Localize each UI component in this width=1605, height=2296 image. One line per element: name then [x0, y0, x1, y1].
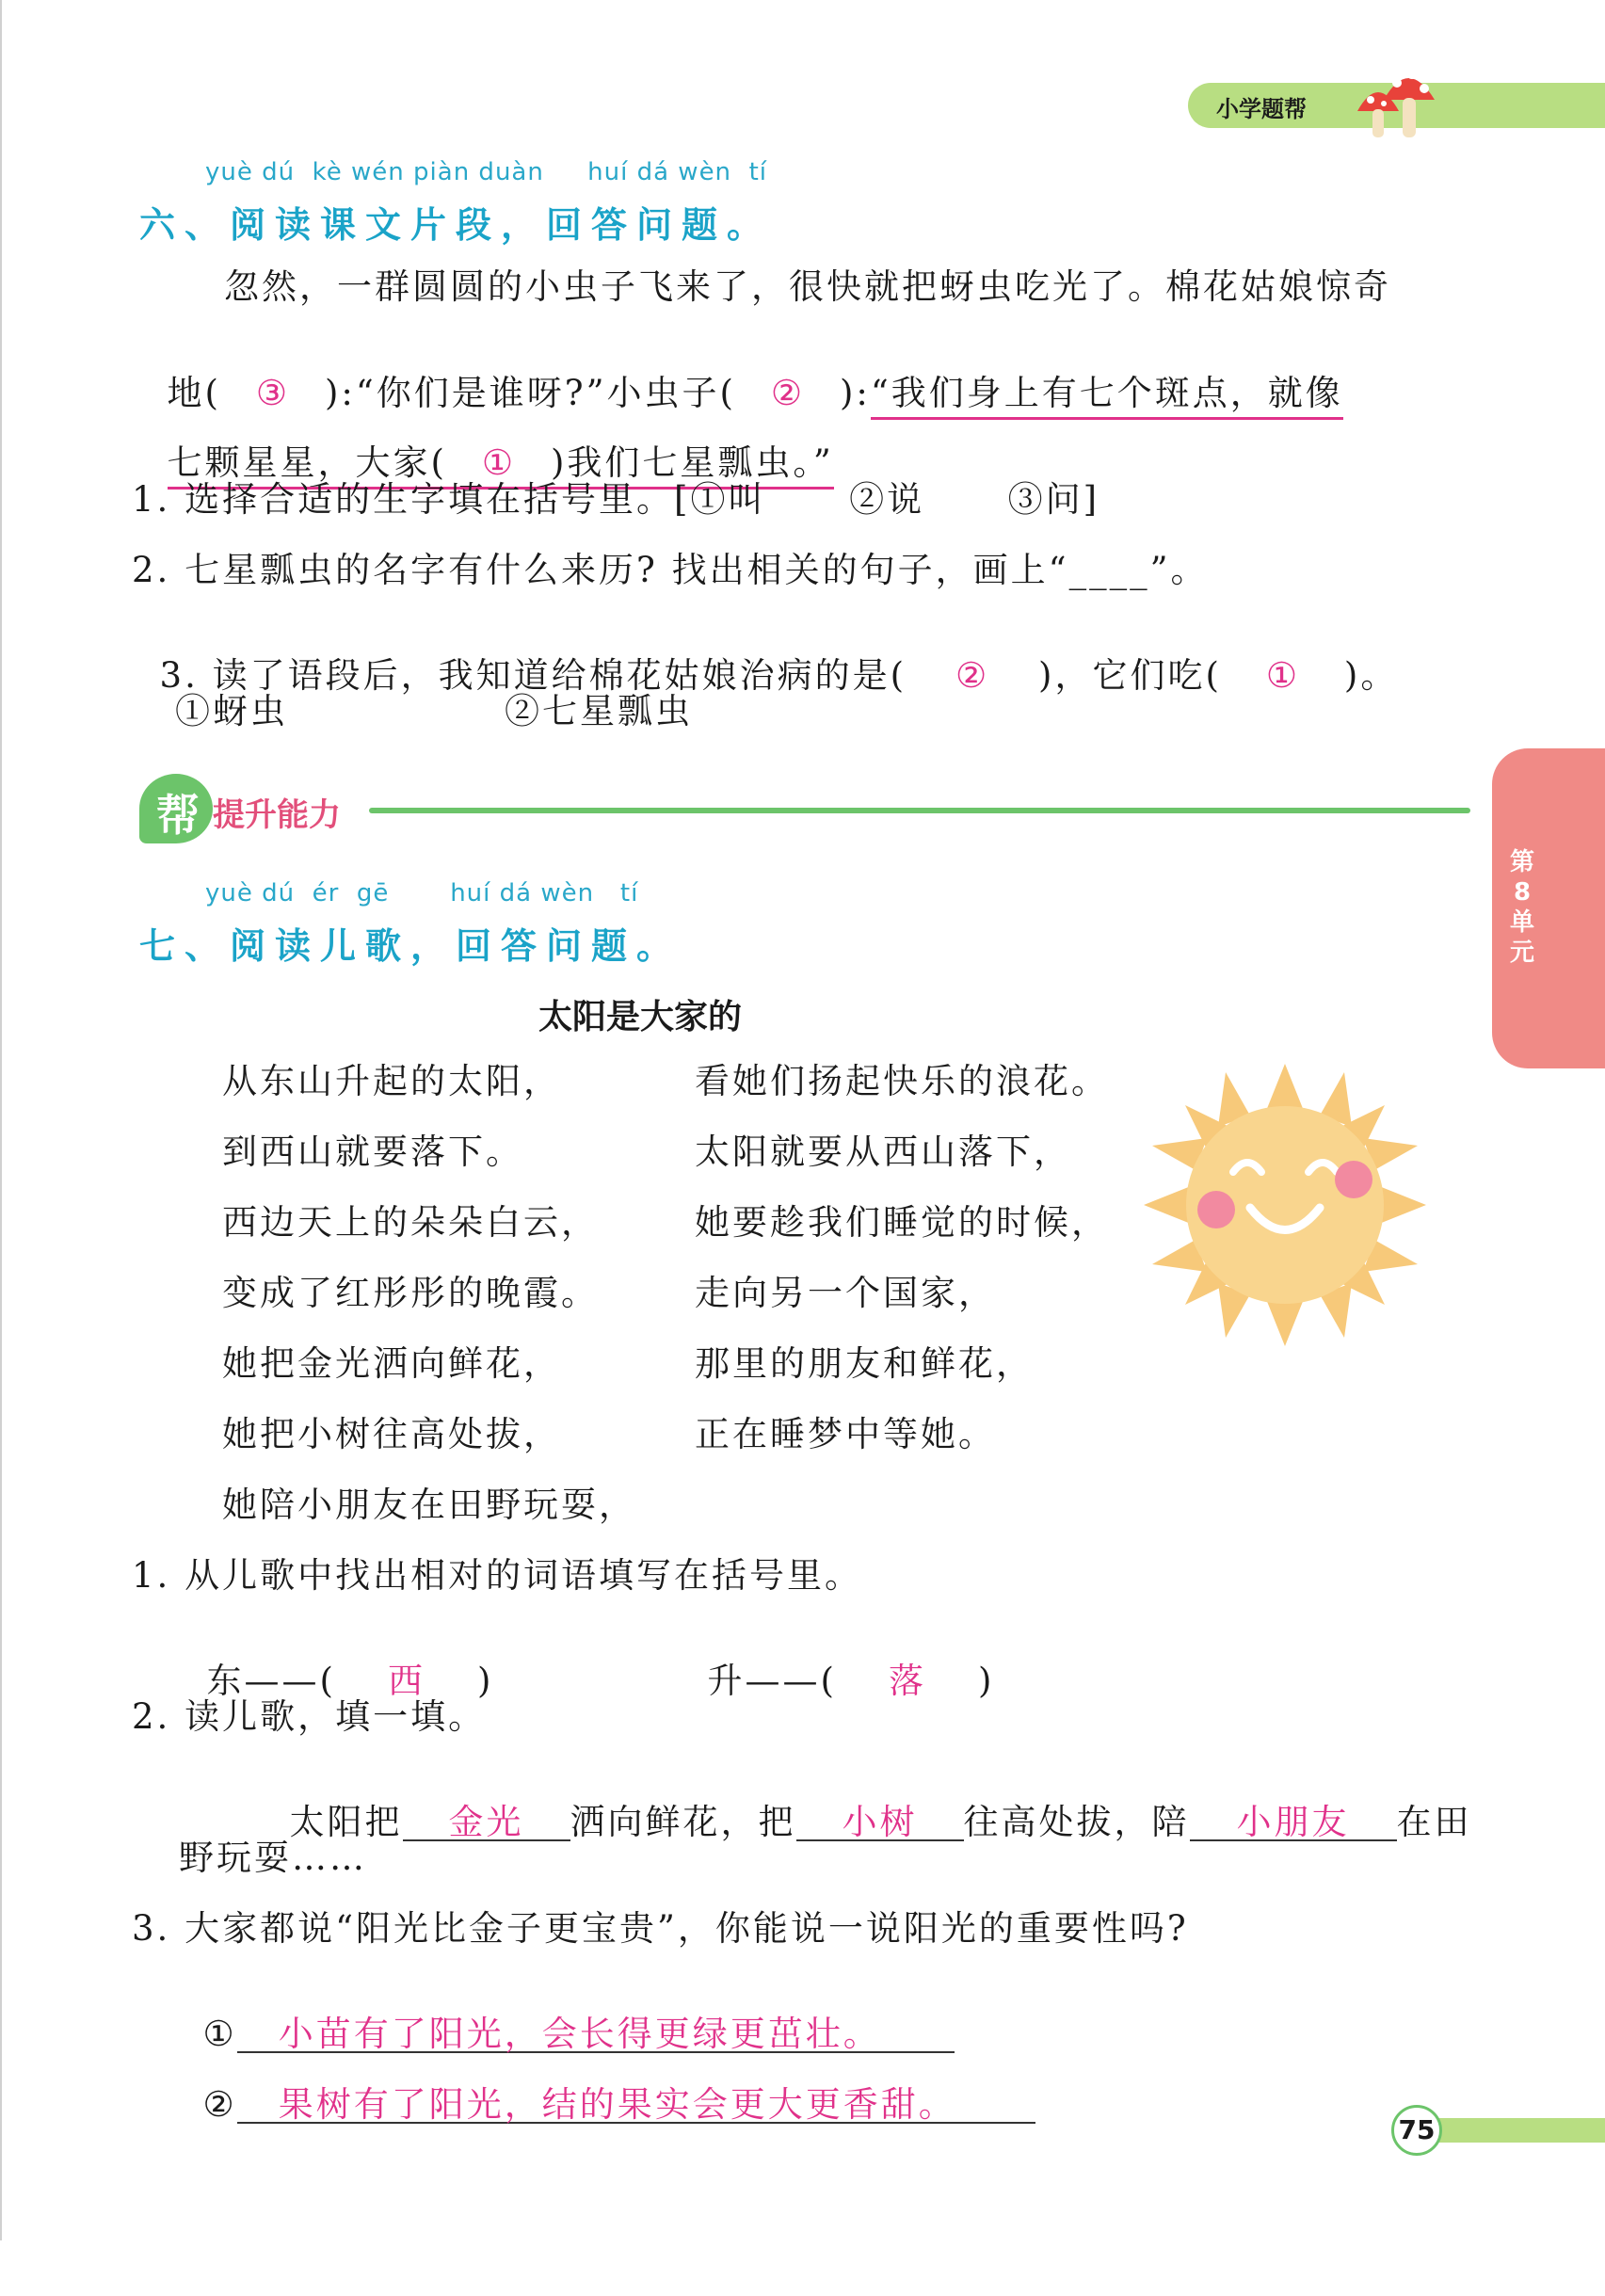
banner-divider — [369, 808, 1470, 813]
question-text: 3. 读了语段后，我知道给棉花姑娘治病的是( — [159, 655, 907, 696]
passage-line-3 — [139, 410, 834, 483]
section7-q1: 1. 从儿歌中找出相对的词语填写在括号里。 — [132, 1555, 863, 1596]
answer-blank-10: 小朋友 — [1190, 1805, 1397, 1841]
section7-q2: 2. 读儿歌，填一填。 — [132, 1696, 487, 1737]
fill-line-1 — [262, 1770, 1472, 1841]
poem-left-line: 变成了红彤彤的晚霞。 — [222, 1273, 599, 1313]
answer-number: ② — [202, 2084, 237, 2125]
answer-blank-8: 金光 — [403, 1805, 570, 1841]
passage-line-1: 忽然，一群圆圆的小虫子飞来了，很快就把蚜虫吃光了。棉花姑娘惊奇 — [224, 266, 1391, 307]
passage-text: ):“你们是谁呀?”小虫子( — [324, 373, 736, 413]
poem-right-line: 她要趁我们睡觉的时候， — [695, 1202, 1109, 1243]
answer-blank-1: ③ — [255, 373, 291, 413]
section7-q3: 3. 大家都说“阳光比金子更宝贵”，你能说一说阳光的重要性吗? — [132, 1908, 1189, 1949]
answer-blank-7: 落 — [888, 1661, 926, 1701]
poem-right-line: 那里的朋友和鲜花， — [695, 1343, 1034, 1384]
poem-title: 太阳是大家的 — [538, 998, 743, 1036]
answer-line-2 — [175, 2052, 1035, 2124]
option-2: ②七星瓢虫 — [505, 691, 693, 731]
poem-right-line: 走向另一个国家， — [695, 1273, 996, 1313]
section6-q2: 2. 七星瓢虫的名字有什么来历? 找出相关的句子，画上“____”。 — [132, 550, 1209, 590]
answer-blank-3: ① — [481, 442, 517, 483]
passage-text: 地( — [167, 373, 221, 413]
passage-text: 七颗星星，大家( — [167, 442, 447, 483]
word-pair-1 — [179, 1629, 494, 1701]
section7-pinyin: yuè dú ér gē huí dá wèn tí — [205, 879, 639, 907]
passage-text: ): — [839, 373, 871, 413]
answer-blank-9: 小树 — [796, 1805, 964, 1841]
mushroom-icon — [1337, 55, 1440, 149]
answer-blank-5: ① — [1265, 655, 1300, 696]
fill-text: 太阳把 — [289, 1802, 403, 1842]
poem-left-line: 西边天上的朵朵白云， — [222, 1202, 599, 1243]
pair-word: 升——( — [707, 1661, 837, 1701]
section7-title: 七、阅读儿歌，回答问题。 — [139, 925, 682, 967]
section6-q3 — [132, 623, 1399, 696]
answer-blank-4: ② — [955, 655, 990, 696]
poem-left-line: 她把金光洒向鲜花， — [222, 1343, 561, 1384]
question-text: )。 — [1343, 655, 1399, 696]
poem-right-line: 正在睡梦中等她。 — [695, 1414, 996, 1454]
poem-right-line: 太阳就要从西山落下， — [695, 1132, 1071, 1172]
help-badge-char: 帮 — [156, 790, 200, 841]
passage-line-2 — [139, 341, 1343, 413]
poem-left-line: 到西山就要落下。 — [222, 1132, 523, 1172]
option-1: ①蚜虫 — [175, 691, 288, 731]
word-pair-2 — [680, 1629, 995, 1701]
answer-blank-6: 西 — [387, 1661, 425, 1701]
pair-word: 东——( — [206, 1661, 336, 1701]
poem-left-line: 从东山升起的太阳， — [222, 1061, 561, 1101]
section6-pinyin: yuè dú kè wén piàn duàn huí dá wèn tí — [205, 158, 767, 186]
answer-text-2: 果树有了阳光，结的果实会更大更香甜。 — [237, 2087, 1035, 2124]
fill-text: 在田 — [1396, 1802, 1472, 1842]
fill-text: 往高处拔，陪 — [963, 1802, 1190, 1842]
answer-line-1 — [175, 1982, 955, 2053]
underlined-sentence-part-1: “我们身上有七个斑点，就像 — [871, 373, 1343, 420]
brand-label: 小学题帮 — [1216, 96, 1307, 122]
fill-text: 洒向鲜花，把 — [570, 1802, 796, 1842]
section6-title: 六、阅读课文片段，回答问题。 — [139, 204, 773, 246]
answer-text-1: 小苗有了阳光，会长得更绿更茁壮。 — [237, 2016, 955, 2053]
page-edge — [0, 0, 2, 2240]
section6-q1: 1. 选择合适的生字填在括号里。[①叫 ②说 ③问] — [132, 479, 1100, 520]
sun-icon — [1139, 1059, 1431, 1351]
close-paren: ) — [476, 1661, 494, 1701]
unit-label: 第8单元 — [1509, 848, 1534, 967]
passage-text: )我们七星瓢虫。” — [550, 442, 834, 483]
fill-line-2: 野玩耍…… — [179, 1838, 367, 1878]
poem-right-line: 看她们扬起快乐的浪花。 — [695, 1061, 1109, 1101]
answer-number: ① — [202, 2014, 237, 2054]
poem-left-line: 她把小树往高处拔， — [222, 1414, 561, 1454]
close-paren: ) — [977, 1661, 995, 1701]
banner-label: 提升能力 — [213, 796, 341, 834]
poem-left-line: 她陪小朋友在田野玩耍， — [222, 1485, 636, 1525]
page-number: 75 — [1391, 2105, 1442, 2156]
question-text: )，它们吃( — [1038, 655, 1222, 696]
answer-blank-2: ② — [770, 373, 806, 413]
